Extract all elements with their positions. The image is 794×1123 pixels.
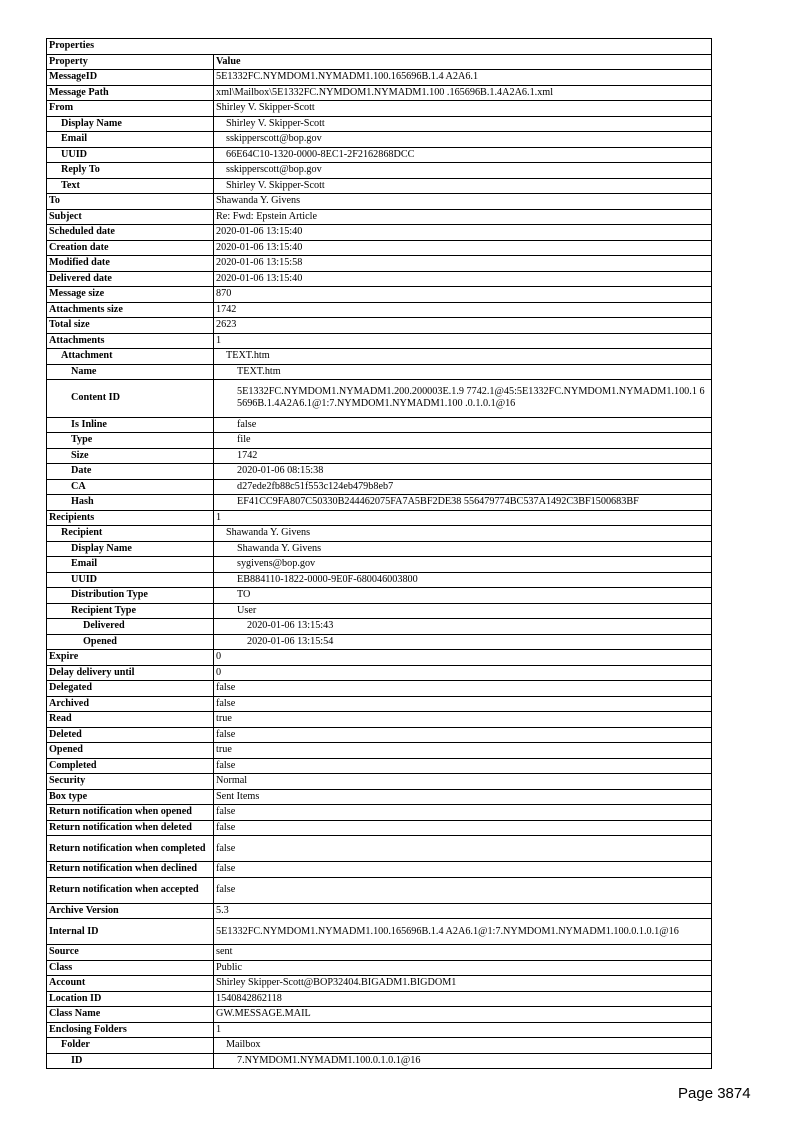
property-key: CA	[47, 479, 214, 495]
property-key: Return notification when deleted	[47, 820, 214, 836]
property-key: Internal ID	[47, 919, 214, 945]
property-value: EB884110-1822-0000-9E0F-680046003800	[214, 572, 712, 588]
property-value: Public	[214, 960, 712, 976]
table-row	[47, 650, 712, 666]
property-key: Folder	[47, 1038, 214, 1054]
property-key: Attachment	[47, 349, 214, 365]
table-row	[47, 433, 712, 449]
property-key: Archived	[47, 696, 214, 712]
table-row	[47, 541, 712, 557]
table-row	[47, 417, 712, 433]
property-value: Re: Fwd: Epstein Article	[214, 209, 712, 225]
table-row	[47, 510, 712, 526]
property-value: Shawanda Y. Givens	[214, 194, 712, 210]
property-value: false	[214, 758, 712, 774]
table-row	[47, 495, 712, 511]
table-row	[47, 209, 712, 225]
property-value: TO	[214, 588, 712, 604]
property-key: Location ID	[47, 991, 214, 1007]
table-row	[47, 163, 712, 179]
property-key: Completed	[47, 758, 214, 774]
property-key: Deleted	[47, 727, 214, 743]
table-row	[47, 479, 712, 495]
property-key: Name	[47, 364, 214, 380]
property-key: Delivered date	[47, 271, 214, 287]
property-value: 870	[214, 287, 712, 303]
table-row	[47, 526, 712, 542]
table-row	[47, 1007, 712, 1023]
property-value: Mailbox	[214, 1038, 712, 1054]
property-key: Recipient Type	[47, 603, 214, 619]
table-row	[47, 178, 712, 194]
property-value: Shawanda Y. Givens	[214, 526, 712, 542]
table-row	[47, 743, 712, 759]
table-row	[47, 862, 712, 878]
page-number: Page 3874	[678, 1085, 751, 1102]
property-value: 2020-01-06 08:15:38	[214, 464, 712, 480]
property-key: Return notification when declined	[47, 862, 214, 878]
property-key: Class Name	[47, 1007, 214, 1023]
property-value: 1742	[214, 448, 712, 464]
property-key: UUID	[47, 572, 214, 588]
property-value: false	[214, 820, 712, 836]
property-value: 2020-01-06 13:15:58	[214, 256, 712, 272]
table-row	[47, 588, 712, 604]
table-row	[47, 349, 712, 365]
table-title: Properties	[47, 39, 712, 55]
table-title-row	[47, 39, 712, 55]
property-value: false	[214, 877, 712, 903]
property-key: Return notification when accepted	[47, 877, 214, 903]
property-key: MessageID	[47, 70, 214, 86]
property-key: Distribution Type	[47, 588, 214, 604]
table-row	[47, 619, 712, 635]
property-key: From	[47, 101, 214, 117]
table-row	[47, 774, 712, 790]
property-key: Box type	[47, 789, 214, 805]
table-row	[47, 271, 712, 287]
property-value: 1540842862118	[214, 991, 712, 1007]
property-key: Expire	[47, 650, 214, 666]
table-row	[47, 557, 712, 573]
property-value: Shirley V. Skipper-Scott	[214, 101, 712, 117]
property-value: false	[214, 862, 712, 878]
table-row	[47, 789, 712, 805]
table-row	[47, 991, 712, 1007]
property-key: Reply To	[47, 163, 214, 179]
property-value: d27ede2fb88c51f553c124eb479b8eb7	[214, 479, 712, 495]
property-value: false	[214, 805, 712, 821]
property-key: Modified date	[47, 256, 214, 272]
table-row	[47, 1038, 712, 1054]
property-key: Return notification when opened	[47, 805, 214, 821]
property-value: 1	[214, 510, 712, 526]
property-key: Scheduled date	[47, 225, 214, 241]
property-key: Enclosing Folders	[47, 1022, 214, 1038]
header-property: Property	[47, 54, 214, 70]
property-value: 5E1332FC.NYMDOM1.NYMADM1.100.165696B.1.4 A2A6.1	[214, 70, 712, 86]
table-row	[47, 1022, 712, 1038]
property-value: false	[214, 836, 712, 862]
table-row	[47, 225, 712, 241]
property-key: Creation date	[47, 240, 214, 256]
property-value: TEXT.htm	[214, 364, 712, 380]
property-key: Text	[47, 178, 214, 194]
table-row	[47, 903, 712, 919]
table-header-row	[47, 54, 712, 70]
table-row	[47, 727, 712, 743]
property-key: Content ID	[47, 380, 214, 418]
property-key: Type	[47, 433, 214, 449]
table-row	[47, 681, 712, 697]
property-key: Date	[47, 464, 214, 480]
property-value: TEXT.htm	[214, 349, 712, 365]
table-row	[47, 572, 712, 588]
property-key: Message Path	[47, 85, 214, 101]
table-row	[47, 318, 712, 334]
property-key: To	[47, 194, 214, 210]
table-row	[47, 820, 712, 836]
table-row	[47, 302, 712, 318]
property-value: true	[214, 743, 712, 759]
table-row	[47, 836, 712, 862]
property-key: Subject	[47, 209, 214, 225]
property-value: 1742	[214, 302, 712, 318]
property-key: Opened	[47, 743, 214, 759]
property-key: Email	[47, 132, 214, 148]
property-value: 0	[214, 665, 712, 681]
table-row	[47, 256, 712, 272]
property-key: UUID	[47, 147, 214, 163]
property-value: xml\Mailbox\5E1332FC.NYMDOM1.NYMADM1.100 .165696B.1.4A2A6.1.xml	[214, 85, 712, 101]
property-value: false	[214, 417, 712, 433]
property-value: Shirley V. Skipper-Scott	[214, 116, 712, 132]
table-row	[47, 665, 712, 681]
property-key: Recipient	[47, 526, 214, 542]
property-value: false	[214, 727, 712, 743]
property-value: sskipperscott@bop.gov	[214, 132, 712, 148]
property-key: Hash	[47, 495, 214, 511]
property-value: 2623	[214, 318, 712, 334]
property-value: Sent Items	[214, 789, 712, 805]
property-value: true	[214, 712, 712, 728]
table-row	[47, 364, 712, 380]
table-row	[47, 132, 712, 148]
property-value: Shirley Skipper-Scott@BOP32404.BIGADM1.BIGDOM1	[214, 976, 712, 992]
table-row	[47, 70, 712, 86]
property-value: sygivens@bop.gov	[214, 557, 712, 573]
table-row	[47, 1053, 712, 1069]
property-value: 2020-01-06 13:15:40	[214, 225, 712, 241]
property-value: 5.3	[214, 903, 712, 919]
table-row	[47, 712, 712, 728]
property-value: 0	[214, 650, 712, 666]
property-key: Message size	[47, 287, 214, 303]
property-value: Shawanda Y. Givens	[214, 541, 712, 557]
table-row	[47, 877, 712, 903]
property-value: Shirley V. Skipper-Scott	[214, 178, 712, 194]
property-value: GW.MESSAGE.MAIL	[214, 1007, 712, 1023]
property-value: 2020-01-06 13:15:40	[214, 240, 712, 256]
table-row	[47, 147, 712, 163]
property-value: 7.NYMDOM1.NYMADM1.100.0.1.0.1@16	[214, 1053, 712, 1069]
property-key: Total size	[47, 318, 214, 334]
property-key: Archive Version	[47, 903, 214, 919]
property-value: false	[214, 681, 712, 697]
table-row	[47, 758, 712, 774]
table-row	[47, 696, 712, 712]
property-key: Read	[47, 712, 214, 728]
table-row	[47, 333, 712, 349]
table-row	[47, 464, 712, 480]
header-value: Value	[214, 54, 712, 70]
property-key: Recipients	[47, 510, 214, 526]
property-key: ID	[47, 1053, 214, 1069]
property-value: EF41CC9FA807C50330B244462075FA7A5BF2DE38 556479774BC537A1492C3BF1500683BF	[214, 495, 712, 511]
property-value: 2020-01-06 13:15:43	[214, 619, 712, 635]
table-row	[47, 976, 712, 992]
table-row	[47, 805, 712, 821]
table-row	[47, 85, 712, 101]
property-key: Source	[47, 945, 214, 961]
table-row	[47, 960, 712, 976]
property-value: file	[214, 433, 712, 449]
property-value: 66E64C10-1320-0000-8EC1-2F2162868DCC	[214, 147, 712, 163]
table-row	[47, 603, 712, 619]
property-key: Account	[47, 976, 214, 992]
property-key: Size	[47, 448, 214, 464]
property-key: Delay delivery until	[47, 665, 214, 681]
table-row	[47, 287, 712, 303]
property-value: sent	[214, 945, 712, 961]
table-row	[47, 194, 712, 210]
property-key: Class	[47, 960, 214, 976]
table-row	[47, 380, 712, 418]
table-row	[47, 919, 712, 945]
property-key: Return notification when completed	[47, 836, 214, 862]
property-value: 2020-01-06 13:15:40	[214, 271, 712, 287]
property-key: Display Name	[47, 116, 214, 132]
property-key: Delegated	[47, 681, 214, 697]
property-value: Normal	[214, 774, 712, 790]
properties-table-body	[47, 39, 712, 1069]
property-value: 1	[214, 333, 712, 349]
table-row	[47, 448, 712, 464]
property-value: sskipperscott@bop.gov	[214, 163, 712, 179]
property-key: Email	[47, 557, 214, 573]
property-key: Is Inline	[47, 417, 214, 433]
property-key: Opened	[47, 634, 214, 650]
property-value: 5E1332FC.NYMDOM1.NYMADM1.200.200003E.1.9 7742.1@45:5E1332FC.NYMDOM1.NYMADM1.100.1 65696B.1.4A2A6.1@1:7.NYMDOM1.NYMADM1.100 .0.1.0.1@16	[214, 380, 712, 418]
table-row	[47, 101, 712, 117]
table-row	[47, 240, 712, 256]
property-key: Attachments	[47, 333, 214, 349]
table-row	[47, 116, 712, 132]
property-key: Display Name	[47, 541, 214, 557]
property-value: 5E1332FC.NYMDOM1.NYMADM1.100.165696B.1.4 A2A6.1@1:7.NYMDOM1.NYMADM1.100.0.1.0.1@16	[214, 919, 712, 945]
property-value: false	[214, 696, 712, 712]
property-key: Attachments size	[47, 302, 214, 318]
properties-table	[46, 38, 712, 1069]
property-value: User	[214, 603, 712, 619]
property-value: 1	[214, 1022, 712, 1038]
property-key: Delivered	[47, 619, 214, 635]
table-row	[47, 634, 712, 650]
property-value: 2020-01-06 13:15:54	[214, 634, 712, 650]
property-key: Security	[47, 774, 214, 790]
table-row	[47, 945, 712, 961]
